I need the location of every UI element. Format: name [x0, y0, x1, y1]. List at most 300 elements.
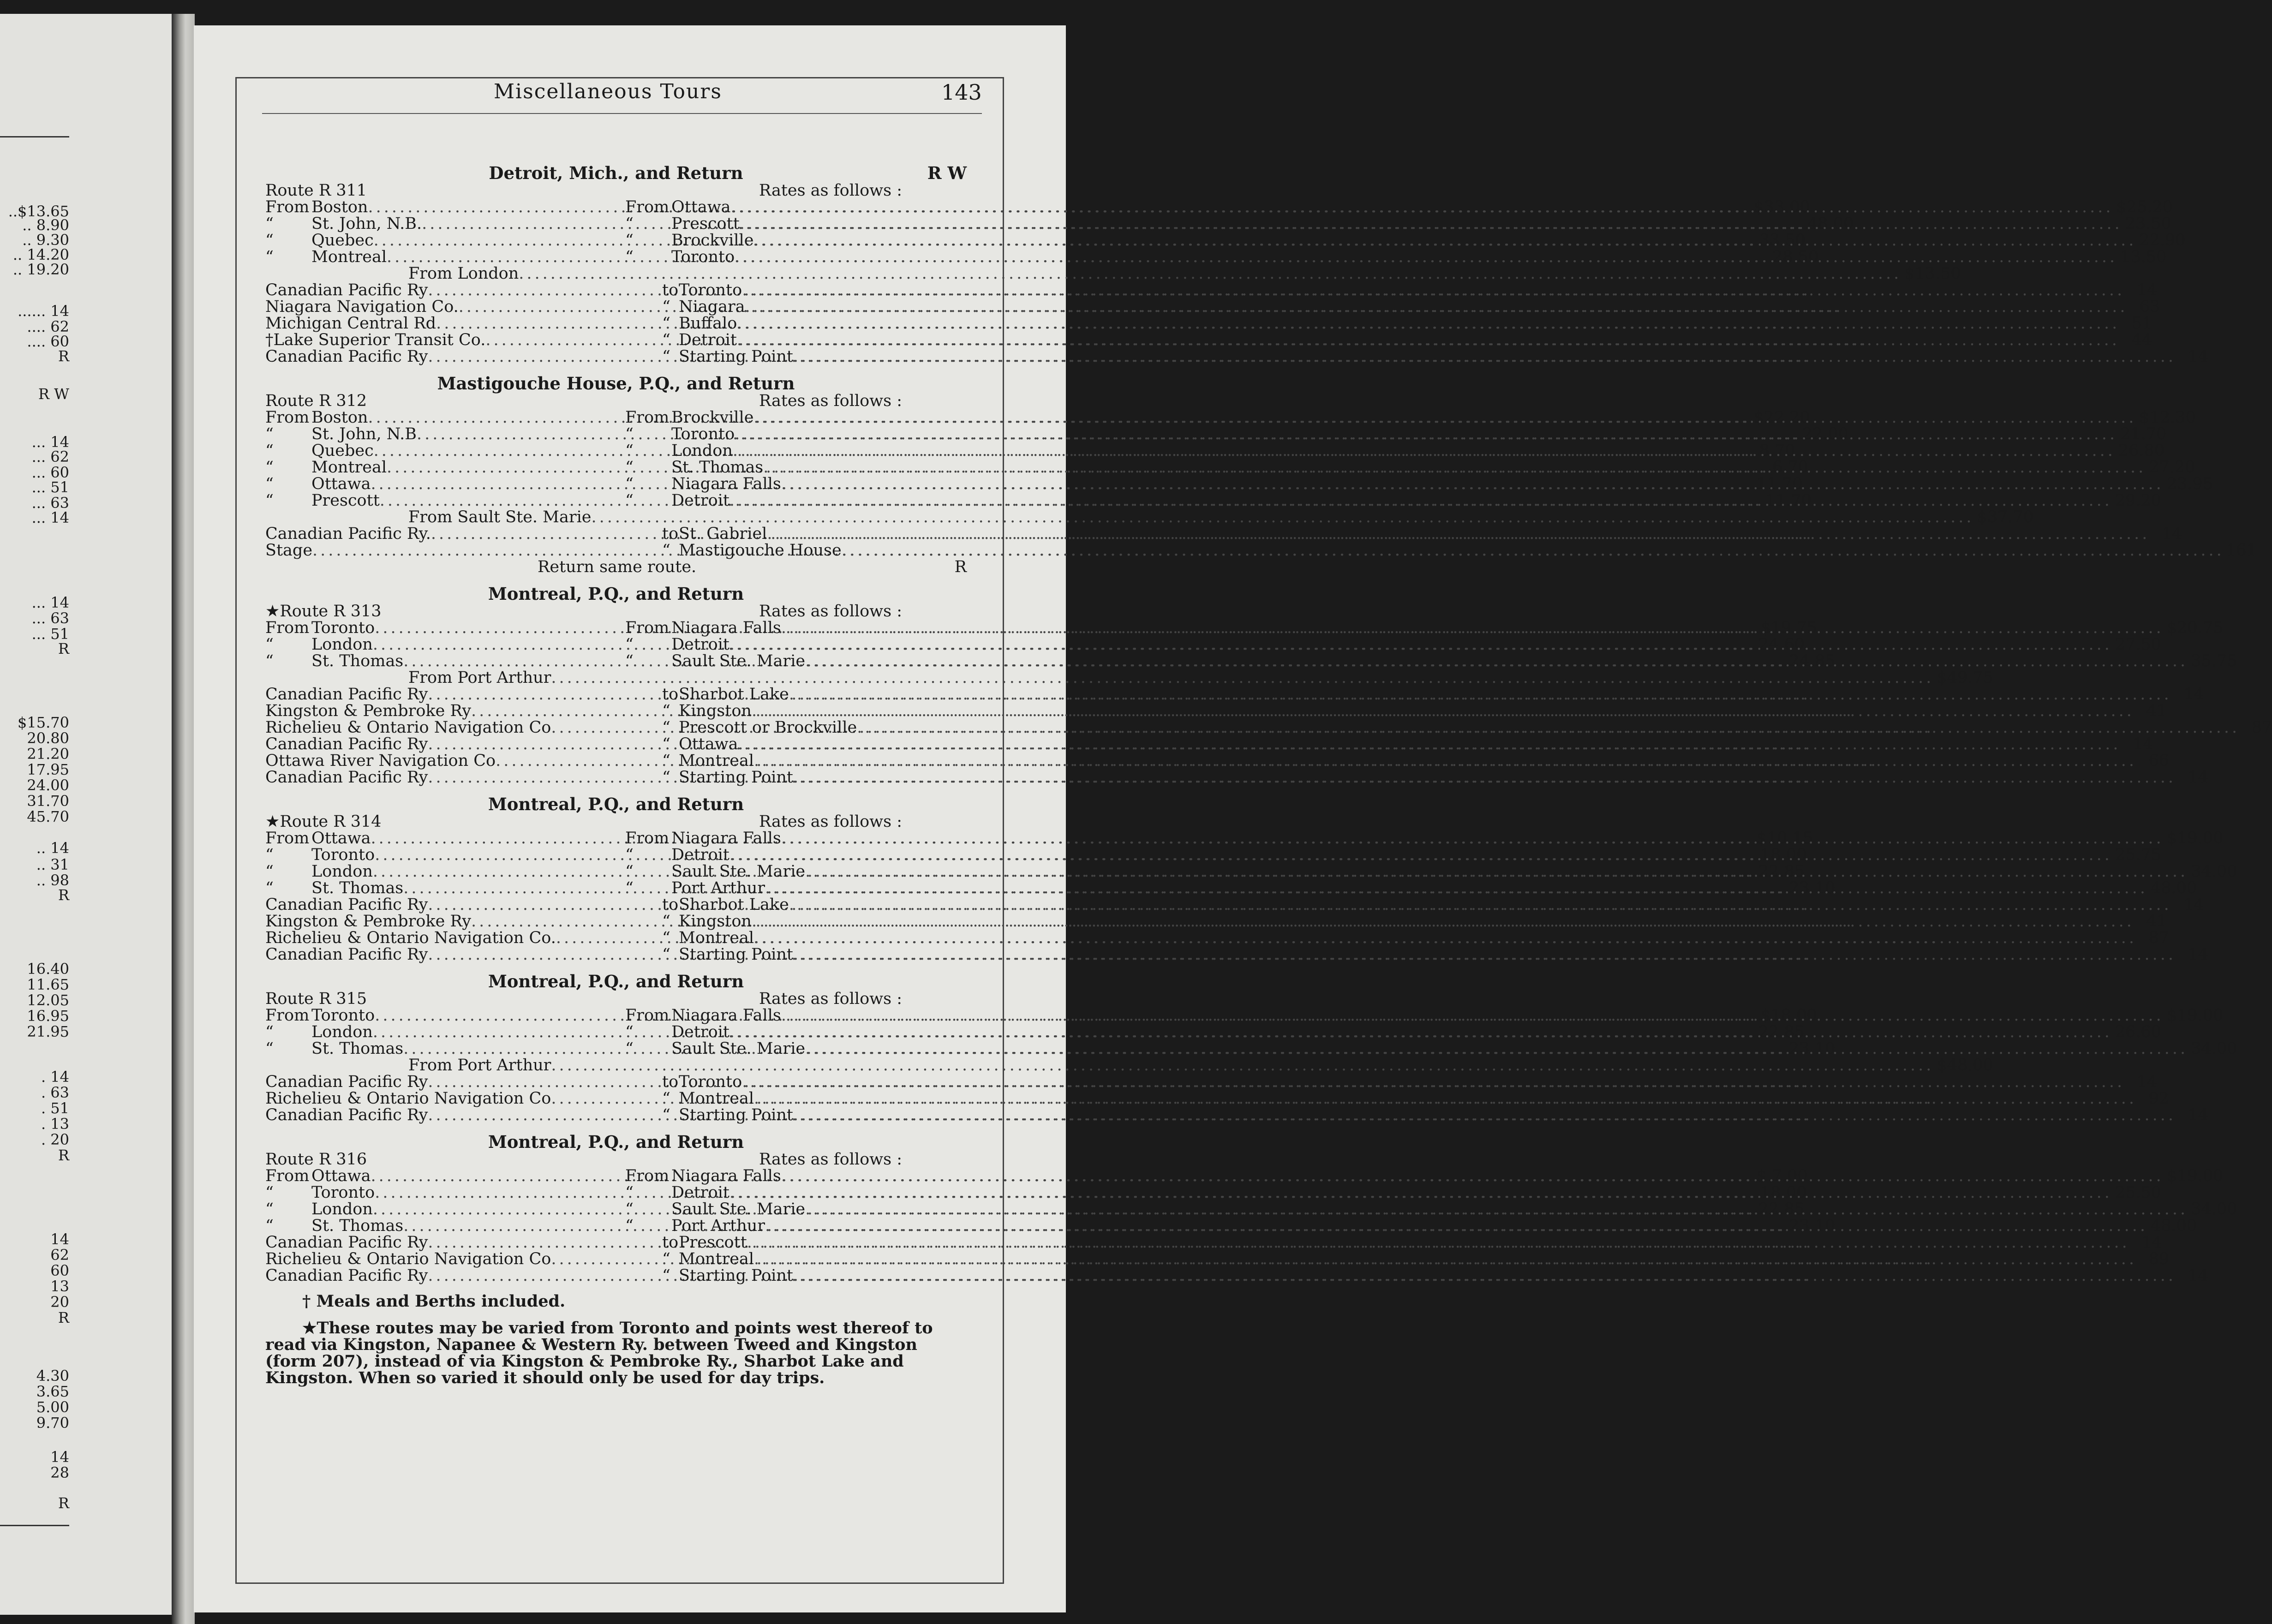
segment-carrier: Canadian Pacific Ry [265, 1073, 428, 1091]
left-fragment-line: 5.00 [36, 1398, 69, 1416]
segment-to-mark: “ [662, 929, 670, 947]
segment-carrier: Canadian Pacific Ry [265, 896, 428, 914]
fare-origin: Detroit [671, 1023, 729, 1041]
fare-origin: Prescott [311, 491, 380, 510]
segment-miles: 14 [2141, 1233, 2162, 1252]
fare-origin: Sault Ste. Marie [671, 1039, 806, 1058]
dot-leader [753, 409, 2136, 426]
segment-carrier: Canadian Pacific Ry [265, 1266, 428, 1285]
segment-to [679, 930, 2169, 946]
fare-price: 23.10 [1789, 1217, 1836, 1235]
closing-text: Return same route. [538, 558, 697, 576]
left-fragment-line: .. 19.20 [12, 261, 69, 278]
left-fragment-line: R [58, 1146, 69, 1164]
fare-prefix: “ [625, 652, 634, 670]
segment-to [679, 525, 2182, 542]
fare-origin: Detroit [671, 491, 729, 510]
left-fragment-line: 31.70 [27, 792, 69, 810]
dot-leader [754, 1090, 2137, 1107]
segment-miles: 14 [2136, 281, 2158, 299]
dot-leader [805, 1040, 2188, 1057]
segment-destination: Sharbot Lake [679, 896, 789, 914]
segment-carrier: Richelieu & Ontario Navigation Co [265, 718, 551, 737]
dot-leader [738, 736, 2121, 752]
segment-carrier: Kingston & Pembroke Ry [265, 702, 471, 720]
segment-destination: Montreal [679, 1089, 754, 1108]
fare-prefix: From [625, 619, 670, 637]
segment-miles: 66 [2148, 752, 2169, 770]
segments-list [265, 1073, 2208, 1124]
segment-miles: 14 [2132, 735, 2153, 753]
segment-miles: 14 [2161, 525, 2182, 543]
rates-label: Rates as follows : [759, 990, 902, 1008]
segment-destination: Toronto [679, 1073, 742, 1091]
extra-fare-price: $13.50 [1904, 264, 1961, 283]
segment-from [265, 752, 662, 769]
left-fragment-line: ...... 14 [18, 302, 69, 320]
fare-prefix: From [265, 1006, 310, 1025]
segment-miles: 14 [2183, 685, 2204, 704]
fare-price: 48.00 [2150, 1217, 2197, 1235]
segment-destination: Niagara [679, 298, 745, 316]
left-fragment-line: 21.20 [27, 745, 69, 763]
left-fragment-line: R [58, 1309, 69, 1326]
rates-label: Rates as follows : [759, 602, 902, 621]
dot-leader [793, 769, 2176, 786]
segment-from [265, 913, 662, 930]
segment-carrier: Canadian Pacific Ry [265, 685, 428, 704]
route-number: Route R 315 [265, 990, 367, 1008]
fare-prefix: “ [265, 231, 274, 250]
segment-destination: Mastigouche House [679, 541, 842, 560]
segment-line [265, 1073, 2158, 1091]
fare-prefix: “ [625, 879, 634, 897]
footnote-star: ★These routes may be varied from Toronto and points west thereof to read via Kingston, Napanee & Western Ry. between Tweed and Kingston (form 207), instead of via Kingston & Pembroke Ry., Sharbot Lake and Kingston. When so varied it should only be used for day trips. [265, 1319, 933, 1387]
fare-origin: Boston [311, 408, 368, 427]
fare-origin: Niagara Falls [671, 829, 781, 848]
route-section [265, 584, 2272, 787]
fare-prefix: “ [265, 491, 274, 510]
fares-table [265, 619, 2237, 670]
segment-to [679, 736, 2153, 752]
segment-to [679, 719, 2272, 736]
dot-leader [742, 282, 2125, 299]
segment-from [265, 703, 662, 719]
segment-carrier: Canadian Pacific Ry [265, 347, 428, 366]
rates-label: Rates as follows : [759, 181, 902, 200]
fare-price: 28.50 [1772, 248, 1819, 266]
segments-list [265, 896, 2208, 964]
segment-to [679, 1107, 2208, 1123]
fare-price: 22.90 [2139, 231, 2186, 250]
left-fragment-line: R W [38, 385, 69, 403]
segment-destination: Kingston [679, 702, 752, 720]
segment-to-mark: “ [662, 1106, 670, 1124]
left-fragment-line: 16.40 [27, 960, 69, 978]
route-id-row [265, 1151, 967, 1168]
route-number: Route R 316 [265, 1150, 367, 1169]
dot-leader [754, 752, 2137, 769]
left-fragment-line: .. 9.30 [22, 231, 69, 249]
segment-carrier: †Lake Superior Transit Co. [265, 331, 486, 349]
fare-price: 23.50 [2125, 215, 2171, 233]
segment-carrier: Richelieu & Ontario Navigation Co. [265, 929, 556, 947]
fare-prefix: “ [265, 442, 274, 460]
fare-price: 48.00 [2150, 879, 2197, 897]
fare-prefix: “ [265, 879, 274, 897]
fare-price: 34.00 [2191, 862, 2237, 881]
route-section [265, 971, 2237, 1124]
segment-to-mark: “ [662, 314, 670, 333]
segment-to-mark: to [662, 525, 679, 543]
segment-carrier: Canadian Pacific Ry [265, 1233, 428, 1252]
fare-prefix: “ [625, 846, 634, 864]
left-fragment-line: ... 14 [31, 509, 69, 526]
fare-prefix: From [265, 619, 310, 637]
dot-leader [842, 542, 2224, 559]
fare-origin: Ottawa [311, 1167, 371, 1185]
left-fragment-line: ... 14 [31, 594, 69, 611]
fare-prefix: “ [265, 846, 274, 864]
segment-from [265, 1267, 662, 1284]
segment-carrier: Ottawa River Navigation Co [265, 752, 496, 770]
segment-miles: 14 [2188, 347, 2208, 366]
fare-prefix: “ [625, 1183, 634, 1202]
fare-prefix: “ [625, 635, 634, 654]
segment-to [679, 1074, 2157, 1090]
dot-leader [729, 636, 2112, 653]
fare-prefix: “ [625, 1039, 634, 1058]
segment-miles: 14 [2188, 1106, 2208, 1124]
left-fragment-line: .... 60 [27, 333, 69, 350]
segment-from [265, 736, 662, 752]
segment-to [679, 896, 2204, 913]
dot-leader [551, 1057, 1934, 1074]
segment-to [679, 1234, 2162, 1251]
dot-leader [735, 249, 2117, 265]
left-fragment-line: 24.00 [27, 776, 69, 794]
segment-to-mark: “ [662, 541, 670, 560]
header-rule [262, 113, 982, 114]
segment-destination: Starting Point [679, 1266, 793, 1285]
segment-line [265, 1106, 2208, 1124]
left-fragment-line: 16.95 [27, 1007, 69, 1025]
footnote-meals: † Meals and Berths included. [302, 1292, 566, 1311]
segment-destination: Ottawa [679, 735, 738, 753]
segment-line [265, 281, 2158, 299]
segment-miles: 44 [2131, 331, 2152, 349]
segment-to [679, 348, 2208, 365]
fare-origin: Sault Ste. Marie [671, 1200, 806, 1218]
segment-to [679, 752, 2169, 769]
route-section [265, 794, 2237, 964]
fare-origin: Prescott [671, 215, 740, 233]
segment-to-mark: to [662, 281, 679, 299]
fare-origin: London [311, 862, 373, 881]
segment-to-mark: “ [662, 331, 670, 349]
dot-leader [742, 1074, 2125, 1090]
fare-prefix: “ [265, 475, 274, 493]
segment-carrier: Stage [265, 541, 313, 560]
fare-origin: Toronto [671, 425, 735, 443]
fares-table [265, 198, 2186, 266]
left-fragment-line: 9.70 [36, 1414, 69, 1432]
fare-origin: Boston [311, 198, 368, 216]
segment-miles: 41 [2146, 912, 2167, 931]
fare-price: $ 7.00 [1756, 1167, 1808, 1185]
extra-fare-line [408, 669, 1993, 687]
segment-destination: Starting Point [679, 1106, 793, 1124]
segment-line [265, 314, 2152, 333]
segment-to-mark: “ [662, 945, 670, 964]
segment-to [679, 946, 2208, 963]
fare-price: 35.75 [2191, 652, 2237, 670]
dot-leader [754, 930, 2137, 946]
segment-miles: 89 [2148, 1250, 2169, 1268]
segment-line [265, 945, 2208, 964]
segment-miles: 161 [2225, 541, 2257, 560]
fare-price: 11.70 [1765, 491, 1812, 510]
segment-to-mark: “ [662, 702, 670, 720]
fare-origin: Niagara Falls [671, 619, 781, 637]
fare-price: 22.00 [1802, 425, 1849, 443]
segment-miles: 51 [2131, 314, 2152, 333]
segment-from [265, 1234, 662, 1251]
segment-to-mark: “ [662, 718, 670, 737]
fare-origin: Toronto [671, 248, 735, 266]
left-fragment-line: ... 62 [31, 448, 69, 466]
fare-prefix: From [265, 829, 310, 848]
fare-prefix: “ [265, 425, 274, 443]
dot-leader [737, 332, 2120, 348]
fare-origin: Ottawa [311, 829, 371, 848]
fare-prefix: “ [265, 1183, 274, 1202]
segment-destination: Sharbot Lake [679, 685, 789, 704]
route-heading-text: Montreal, P.Q., and Return [488, 794, 744, 814]
fare-prefix: From [265, 1167, 310, 1185]
fare-price: 22.85 [1758, 862, 1805, 881]
segment-line [265, 929, 2169, 947]
extra-fare-origin: From Port Arthur [408, 669, 551, 687]
fare-prefix: From [625, 198, 670, 216]
segment-miles: 14 [2188, 768, 2208, 787]
segment-carrier: Niagara Navigation Co. [265, 298, 459, 316]
fares-table [265, 1167, 2237, 1235]
segment-miles: 87 [2251, 718, 2272, 737]
left-fragment-line: 60 [50, 1262, 69, 1279]
dot-leader [592, 509, 1974, 525]
segment-to [679, 1251, 2169, 1267]
fare-price: 26.80 [2118, 442, 2165, 460]
fare-origin: Detroit [671, 635, 729, 654]
left-fragment-line: . 20 [41, 1131, 69, 1148]
fare-origin: Toronto [311, 619, 375, 637]
fare-price: 48.00 [1807, 215, 1854, 233]
segment-carrier: Kingston & Pembroke Ry [265, 912, 471, 931]
segment-miles: 14 [2136, 1073, 2158, 1091]
fare-origin: St. John, N.B. [311, 215, 422, 233]
dot-leader [781, 1007, 2164, 1024]
dot-leader [793, 946, 2176, 963]
left-fragment-line: 11.65 [27, 976, 69, 993]
fare-prefix: “ [265, 862, 274, 881]
segment-to-mark: to [662, 1073, 679, 1091]
fare-origin: St. John, N.B [311, 425, 417, 443]
fare-prefix: “ [625, 458, 634, 477]
segment-to [679, 282, 2157, 299]
dot-leader [857, 719, 2240, 736]
fare-price: $20.75 [2166, 619, 2224, 637]
left-fragment-line: 12.05 [27, 991, 69, 1009]
closing-r: R [954, 558, 967, 576]
segment-carrier: Canadian Pacific Ry [265, 735, 428, 753]
segment-line [265, 685, 2204, 704]
left-fragment-line: ... 51 [31, 625, 69, 643]
fare-prefix: From [265, 198, 310, 216]
dot-leader [551, 669, 1934, 686]
segment-from [265, 332, 662, 348]
fare-prefix: “ [265, 1023, 274, 1041]
fare-prefix: “ [625, 248, 634, 266]
left-fragment-line: 21.95 [27, 1023, 69, 1040]
segment-carrier: Canadian Pacific Ry. [265, 525, 431, 543]
dot-leader [789, 686, 2172, 703]
fare-origin: Quebec [311, 442, 374, 460]
segment-carrier: Canadian Pacific Ry [265, 1106, 428, 1124]
fare-origin: Sault Ste. Marie [671, 862, 806, 881]
left-fragment-line: ... 14 [31, 433, 69, 451]
segment-from [265, 1090, 662, 1107]
fare-prefix: “ [625, 1023, 634, 1041]
fare-price: $12.30 [2139, 408, 2196, 427]
left-fragment-line: 3.65 [36, 1383, 69, 1400]
left-fragment-line: ... 60 [31, 464, 69, 481]
left-fragment-line: .. 8.90 [22, 216, 69, 234]
fare-prefix: From [625, 1167, 670, 1185]
dot-leader [781, 476, 2164, 492]
segment-line [265, 525, 2182, 543]
dot-leader [767, 525, 2150, 542]
segment-to [679, 1090, 2169, 1107]
fare-prefix: “ [625, 425, 634, 443]
dot-leader [781, 620, 2164, 636]
segment-to-mark: to [662, 1233, 679, 1252]
fare-price: 27.50 [2115, 635, 2162, 654]
fare-prefix: From [625, 408, 670, 427]
left-fragment-line: 45.70 [27, 808, 69, 825]
left-fragment-line: . 13 [41, 1115, 69, 1133]
segment-miles: 41 [2146, 702, 2167, 720]
fare-price: 27.20 [2149, 458, 2195, 477]
segment-from [265, 348, 662, 365]
segment-to [679, 769, 2208, 786]
fare-prefix: From [625, 1006, 670, 1025]
fare-price: 24.85 [1789, 652, 1836, 670]
route-id-row [265, 393, 967, 409]
segment-line [265, 347, 2208, 366]
segment-from [265, 1251, 662, 1267]
fare-origin: Detroit [671, 846, 729, 864]
route-number: Route R 312 [265, 392, 367, 410]
fare-price: 6.70 [1772, 458, 1808, 477]
segment-to [679, 542, 2257, 559]
segment-destination: Montreal [679, 929, 754, 947]
fare-price: 25.50 [2115, 1183, 2162, 1202]
left-fragment-line: $15.70 [18, 714, 69, 731]
segment-carrier: Canadian Pacific Ry [265, 945, 428, 964]
fare-prefix: “ [625, 215, 634, 233]
fare-prefix: “ [265, 1200, 274, 1218]
segment-miles: 87 [2148, 929, 2169, 947]
segment-to-mark: “ [662, 768, 670, 787]
left-fragment-line: R [58, 640, 69, 657]
fare-origin: Detroit [671, 1183, 729, 1202]
left-fragment-line: ..$13.65 [8, 203, 69, 220]
segment-to-mark: “ [662, 1089, 670, 1108]
rw-label: R W [927, 163, 967, 183]
route-heading [265, 1133, 967, 1151]
left-fragment-line: 13 [50, 1278, 69, 1295]
fare-origin: London [671, 442, 733, 460]
segment-destination: Montreal [679, 752, 754, 770]
dot-leader [737, 315, 2120, 332]
segment-to-mark: “ [662, 1250, 670, 1268]
fare-prefix: “ [625, 231, 634, 250]
segment-from [265, 686, 662, 703]
segment-miles: 14 [2183, 896, 2204, 914]
fare-prefix: “ [265, 652, 274, 670]
left-fragment-line: . 51 [41, 1099, 69, 1117]
extra-fare-line [408, 1056, 1993, 1075]
rates-label: Rates as follows : [759, 1150, 902, 1169]
segment-from [265, 525, 662, 542]
segment-miles: 63 [2139, 298, 2160, 316]
fare-origin: St. Thomas [311, 1039, 404, 1058]
extra-fare-origin: From London [408, 264, 519, 283]
right-page [194, 25, 2272, 1612]
fare-price: $19.00 [2166, 1167, 2224, 1185]
dot-leader [789, 896, 2172, 913]
fare-origin: Niagara Falls [671, 475, 781, 493]
fare-price: 21.70 [2120, 425, 2167, 443]
left-fragment-line: .. 14 [36, 839, 69, 857]
fare-origin: Montreal [311, 458, 387, 477]
segment-from [265, 542, 662, 559]
left-divider-bottom [0, 1525, 69, 1526]
segments-list [265, 1233, 2208, 1285]
route-heading [265, 795, 967, 813]
extra-fare-origin: From Sault Ste. Marie [408, 508, 592, 526]
fare-price: 11.70 [1756, 475, 1803, 493]
extra-fare-line [408, 508, 2033, 526]
fare-price: 18.00 [1760, 846, 1807, 864]
left-fragment-line: R [58, 347, 69, 365]
segment-from [265, 1107, 662, 1123]
fare-origin: Toronto [311, 1183, 375, 1202]
fare-price: 34.00 [2191, 1200, 2237, 1218]
segment-destination: Prescott or Brockville [679, 718, 857, 737]
left-fragment-line: 20.80 [27, 729, 69, 747]
fare-origin: Brockville [671, 231, 754, 250]
fare-price: 13.50 [2120, 248, 2167, 266]
segment-from [265, 896, 662, 913]
fare-origin: Toronto [311, 1006, 375, 1025]
segment-miles: 14 [2188, 945, 2208, 964]
fare-origin: Toronto [311, 846, 375, 864]
fare-price: 22.85 [1758, 1200, 1805, 1218]
route-heading-text: Detroit, Mich., and Return [489, 163, 743, 183]
segment-miles: 92 [2148, 1089, 2169, 1108]
